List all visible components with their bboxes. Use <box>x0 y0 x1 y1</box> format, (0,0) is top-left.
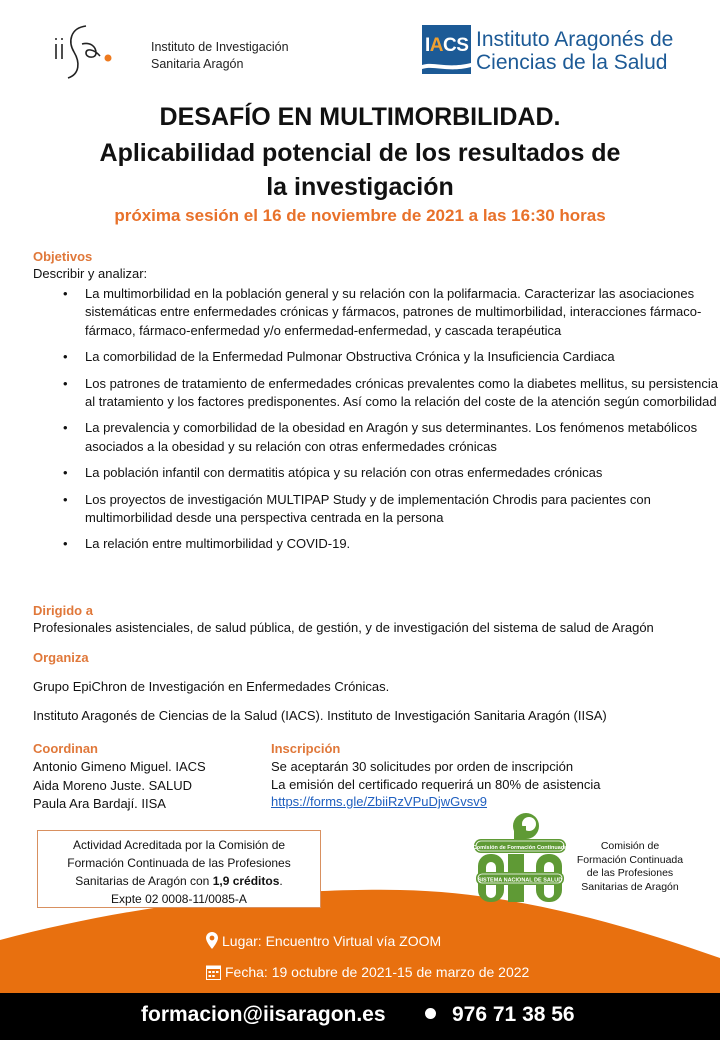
coordinan-list <box>33 758 206 814</box>
iacs-name-line1: Instituto Aragonés de <box>476 28 674 51</box>
title-line3: la investigación <box>266 173 454 201</box>
iisa-name-line2: Sanitaria Aragón <box>151 57 244 71</box>
cfc-line1: Comisión de <box>600 840 660 852</box>
objetivo-item: • Los proyectos de investigación MULTIPAP Study y de implementación Chrodis para pacientes con multimorbilidad desde una perspectiva centrada en la persona <box>85 491 720 528</box>
lugar-text: Lugar: Encuentro Virtual vía ZOOM <box>222 932 442 949</box>
objetivo-item: • La comorbilidad de la Enfermedad Pulmonar Obstructiva Crónica y la Insuficiencia Cardiaca <box>85 348 720 366</box>
iisa-logo-mark <box>50 22 160 82</box>
lugar-line <box>206 932 441 949</box>
inscripcion-line2: La emisión del certificado requerirá un 80% de asistencia <box>271 776 601 792</box>
organiza-line1: Grupo EpiChron de Investigación en Enfermedades Crónicas. <box>33 679 390 694</box>
registration-link[interactable]: https://forms.gle/ZbiiRzVPuDjwGvsv9 <box>271 794 488 809</box>
iisa-logo-text <box>151 39 289 73</box>
organiza-heading: Organiza <box>33 650 89 665</box>
iacs-wave-icon <box>422 59 471 74</box>
coordinator: Paula Ara Bardají. IISA <box>33 796 166 811</box>
organiza-line2: Instituto Aragonés de Ciencias de la Salud (IACS). Instituto de Investigación Sanitaria Aragón (IISA) <box>33 708 607 723</box>
coordinator: Aida Moreno Juste. SALUD <box>33 777 192 793</box>
cfc-line3: de las Profesiones <box>586 867 674 879</box>
cfc-logo-text <box>570 840 690 894</box>
objetivo-item: • La prevalencia y comorbilidad de la obesidad en Aragón y sus determinantes. Los fenómenos metabólicos asociados a la obesidad y su relación con otras enfermedades crónicas <box>85 419 720 456</box>
coordinator: Antonio Gimeno Miguel. IACS <box>33 759 206 774</box>
objetivo-item: • La población infantil con dermatitis atópica y su relación con otras enfermedades crónicas <box>85 464 720 482</box>
session-date: próxima sesión el 16 de noviembre de 2021 a las 16:30 horas <box>114 206 606 225</box>
objetivo-item: • La multimorbilidad en la población general y su relación con la polifarmacia. Caracterizar las asociaciones sistemáticas entre enfermedades crónicas y fármacos, patrones de multimorbilidad, interacciones fármaco-fármaco, fármaco-enfermedad y/o enfermedad-enfermedad, y cascada terapéutica <box>85 285 720 340</box>
title-line2: Aplicabilidad potencial de los resultados de <box>99 139 621 167</box>
fecha-text: Fecha: 19 octubre de 2021-15 de marzo de 2022 <box>225 964 530 980</box>
objetivos-list <box>33 285 720 562</box>
accreditation-line1: Actividad Acreditada por la Comisión de <box>72 838 286 852</box>
iacs-logo-mark: IACS <box>422 25 471 74</box>
accreditation-expte: Expte 02 0008-11/0085-A <box>111 892 247 906</box>
calendar-icon <box>206 965 221 980</box>
fecha-line <box>206 964 529 980</box>
cfc-mark-top: Comisión de Formación Continuada <box>472 845 568 851</box>
dirigido-text: Profesionales asistenciales, de salud pública, de gestión, y de investigación del sistema de salud de Aragón <box>33 620 654 635</box>
inscripcion-line1: Se aceptarán 30 solicitudes por orden de inscripción <box>271 759 574 774</box>
phone-bullet-icon <box>425 1008 436 1019</box>
objetivo-item: • Los patrones de tratamiento de enfermedades crónicas prevalentes como la diabetes mellitus, su persistencia al tratamiento y los factores predisponentes. Así como la relación del coste de la atención según comorbilidad <box>85 375 720 412</box>
cfc-line4: Sanitarias de Aragón <box>581 880 679 893</box>
accreditation-box <box>37 830 321 908</box>
credits-value: 1,9 créditos <box>212 874 280 888</box>
coordinan-heading: Coordinan <box>33 741 98 756</box>
cfc-mark-bottom: SISTEMA NACIONAL DE SALUD <box>477 877 563 884</box>
inscripcion-block <box>271 758 601 811</box>
dirigido-heading: Dirigido a <box>33 603 93 618</box>
contact-email[interactable]: formacion@iisaragon.es <box>141 1003 386 1026</box>
iacs-name-line2: Ciencias de la Salud <box>476 51 668 74</box>
cfc-logo-mark <box>472 812 568 904</box>
cfc-line2: Formación Continuada <box>576 853 684 866</box>
inscripcion-heading: Inscripción <box>271 741 341 756</box>
title-line1: DESAFÍO EN MULTIMORBILIDAD. <box>159 103 561 131</box>
objetivos-heading: Objetivos <box>33 249 93 264</box>
objetivo-item: • La relación entre multimorbilidad y COVID-19. <box>85 535 720 553</box>
contact-phone[interactable]: 976 71 38 56 <box>452 1003 575 1026</box>
iisa-name-line1: Instituto de Investigación <box>151 40 289 54</box>
iacs-logo-text <box>476 28 673 74</box>
accreditation-line2: Formación Continuada de las Profesiones <box>67 856 291 870</box>
objetivos-intro: Describir y analizar: <box>33 266 148 281</box>
accreditation-line3: Sanitarias de Aragón con 1,9 créditos. <box>75 874 283 888</box>
map-pin-icon <box>206 932 218 949</box>
